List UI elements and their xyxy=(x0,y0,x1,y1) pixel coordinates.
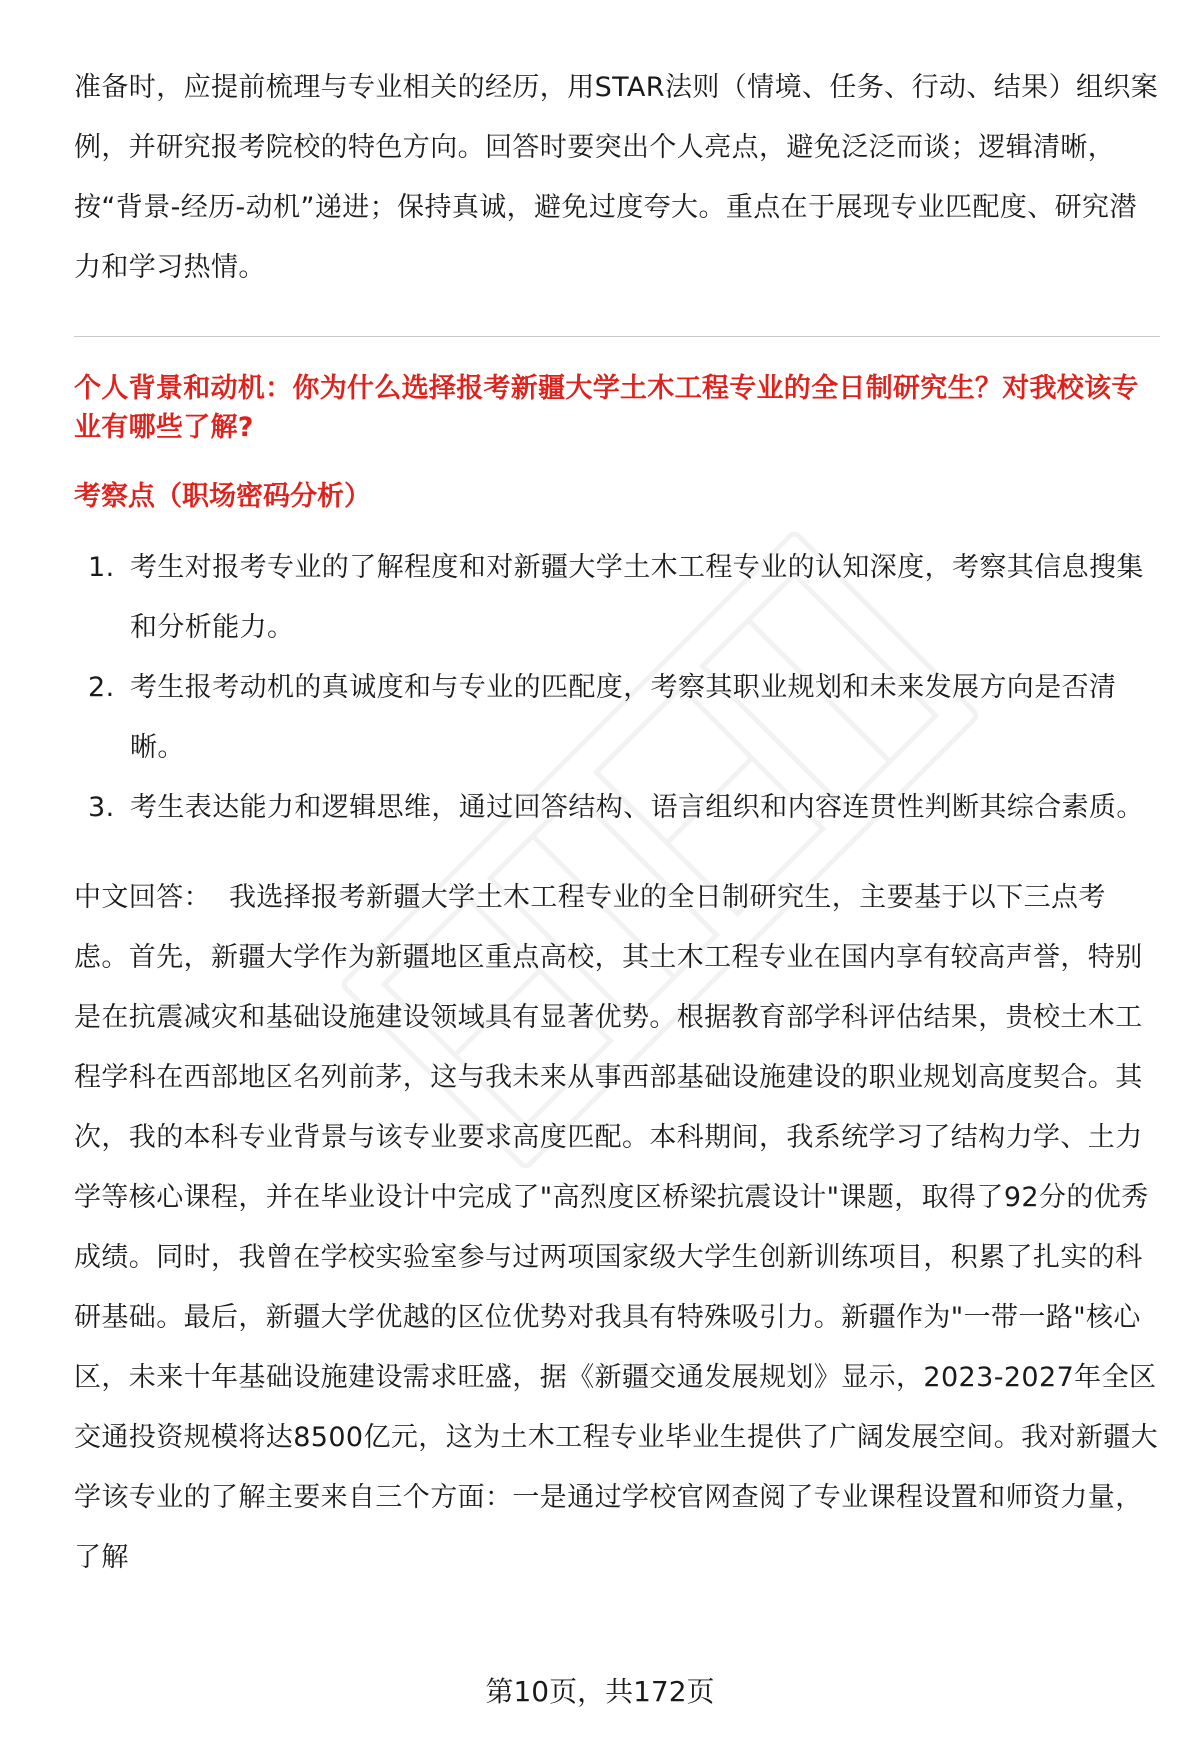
point-number: 1. xyxy=(88,552,115,583)
assessment-point xyxy=(74,778,1160,838)
assessment-heading: 考察点（职场密码分析） xyxy=(74,481,371,512)
document-content xyxy=(74,58,1160,1588)
point-text: 考生报考动机的真诚度和与专业的匹配度，考察其职业规划和未来发展方向是否清晰。 xyxy=(130,672,1117,763)
point-text: 考生对报考专业的了解程度和对新疆大学土木工程专业的认知深度，考察其信息搜集和分析能力。 xyxy=(130,552,1144,643)
section-divider xyxy=(74,336,1160,337)
assessment-points-list xyxy=(74,538,1160,838)
answer-paragraph xyxy=(74,868,1160,1588)
intro-paragraph: 准备时，应提前梳理与专业相关的经历，用STAR法则（情境、任务、行动、结果）组织案例，并研究报考院校的特色方向。回答时要突出个人亮点，避免泛泛而谈；逻辑清晰，按“背景-经历-动机”递进；保持真诚，避免过度夸大。重点在于展现专业匹配度、研究潜力和学习热情。 xyxy=(74,72,1159,283)
answer-label: 中文回答： xyxy=(74,882,211,913)
assessment-point xyxy=(74,658,1160,778)
point-number: 2. xyxy=(88,672,115,703)
point-text: 考生表达能力和逻辑思维，通过回答结构、语言组织和内容连贯性判断其综合素质。 xyxy=(130,792,1144,823)
interview-question: 个人背景和动机：你为什么选择报考新疆大学土木工程专业的全日制研究生？对我校该专业有哪些了解? xyxy=(74,373,1139,443)
answer-text: 我选择报考新疆大学土木工程专业的全日制研究生，主要基于以下三点考虑。首先，新疆大学作为新疆地区重点高校，其土木工程专业在国内享有较高声誉，特别是在抗震减灾和基础设施建设领域具有显著优势。根据教育部学科评估结果，贵校土木工程学科在西部地区名列前茅，这与我未来从事西部基础设施建设的职业规划高度契合。其次，我的本科专业背景与该专业要求高度匹配。本科期间，我系统学习了结构力学、土力学等核心课程，并在毕业设计中完成了"高烈度区桥梁抗震设计"课题，取得了92分的优秀成绩。同时，我曾在学校实验室参与过两项国家级大学生创新训练项目，积累了扎实的科研基础。最后，新疆大学优越的区位优势对我具有特殊吸引力。新疆作为"一带一路"核心区，未来十年基础设施建设需求旺盛，据《新疆交通发展规划》显示，2023-2027年全区交通投资规模将达8500亿元，这为土木工程专业毕业生提供了广阔发展空间。我对新疆大学该专业的了解主要来自三个方面：一是通过学校官网查阅了专业课程设置和师资力量，了解 xyxy=(74,882,1159,1573)
page-footer: 第10页，共172页 xyxy=(485,1675,715,1708)
point-number: 3. xyxy=(88,792,115,823)
assessment-point xyxy=(74,538,1160,658)
